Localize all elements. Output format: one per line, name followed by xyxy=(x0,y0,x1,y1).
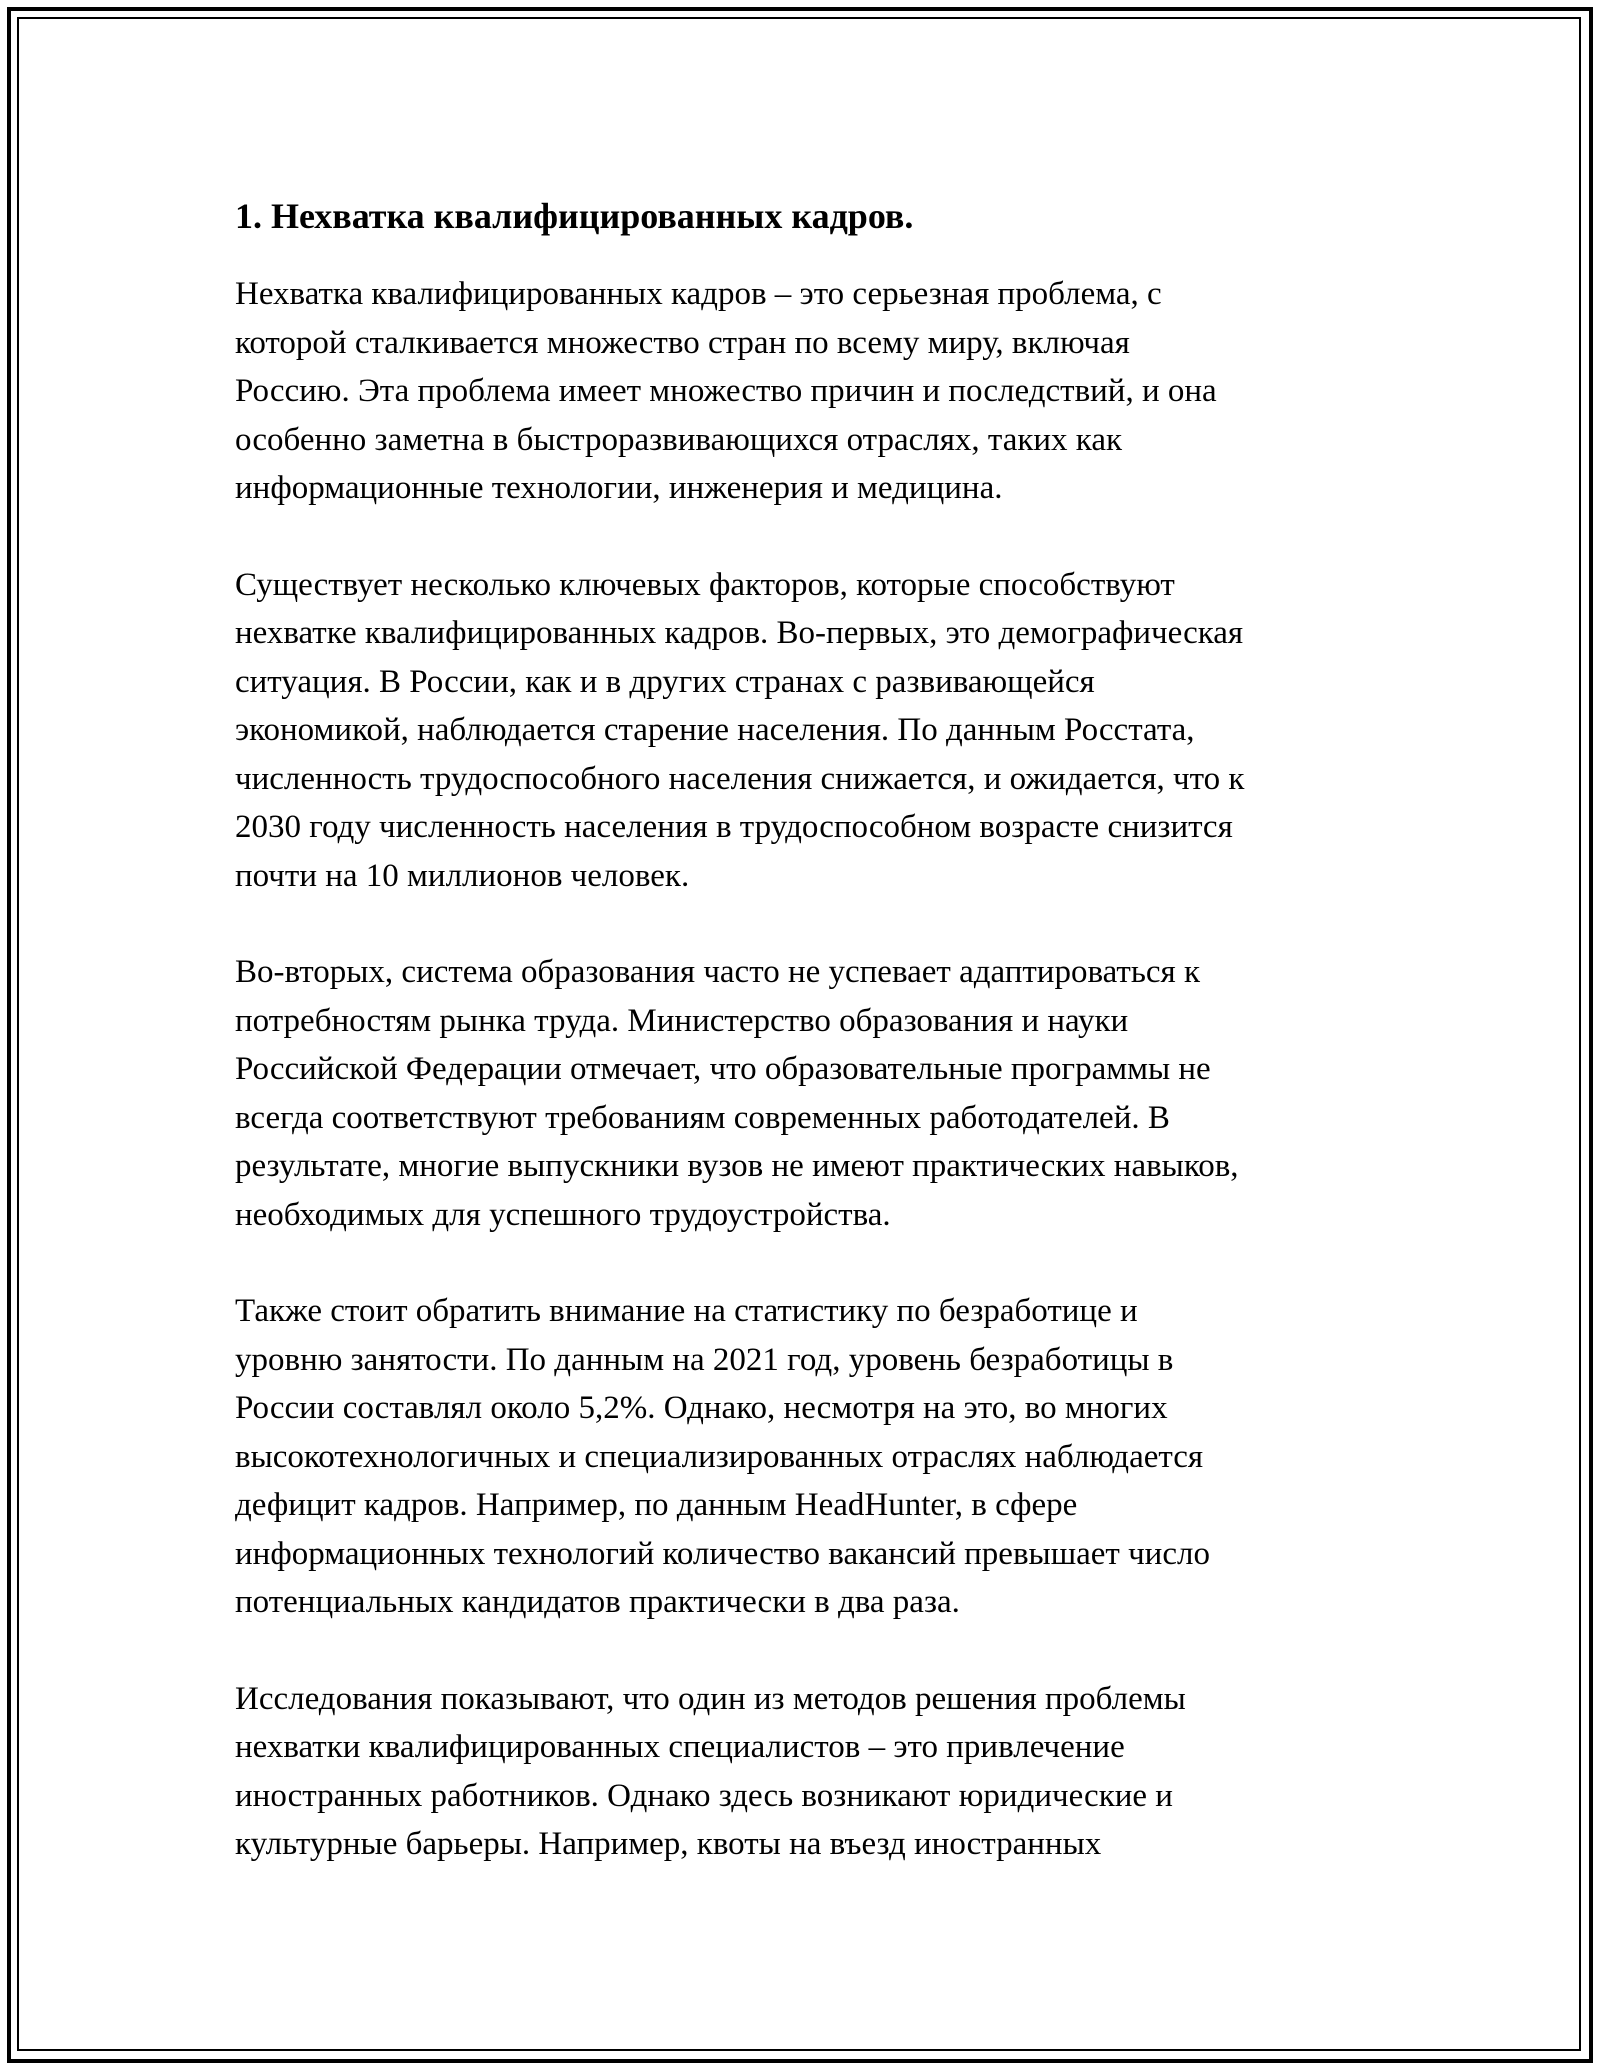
paragraph-1 xyxy=(235,270,1365,513)
text-line: нехватки квалифицированных специалистов – это привлечение xyxy=(235,1729,1125,1765)
text-line: Также стоит обратить внимание на статистику по безработице и xyxy=(235,1293,1138,1329)
text-line: численность трудоспособного населения снижается, и ожидается, что к xyxy=(235,760,1245,797)
paragraph-2 xyxy=(235,561,1365,901)
text-line: ситуация. В России, как и в других странах с развивающейся xyxy=(235,663,1095,700)
text-line: результате, многие выпускники вузов не имеют практических навыков, xyxy=(235,1148,1239,1184)
text-line: Российской Федерации отмечает, что образовательные программы не xyxy=(235,1051,1211,1087)
text-line: России составлял около 5,2%. Однако, несмотря на это, во многих xyxy=(235,1390,1168,1426)
text-line: особенно заметна в быстроразвивающихся отраслях, таких как xyxy=(235,421,1123,458)
paragraph-3 xyxy=(235,948,1365,1239)
text-line: иностранных работников. Однако здесь возникают юридические и xyxy=(235,1777,1173,1814)
section-heading: 1. Нехватка квалифицированных кадров. xyxy=(235,196,914,236)
text-line: необходимых для успешного трудоустройства. xyxy=(235,1196,891,1233)
text-line: высокотехнологичных и специализированных отраслях наблюдается xyxy=(235,1438,1204,1475)
text-line: информационных технологий количество вакансий превышает число xyxy=(235,1535,1210,1572)
document-body xyxy=(235,186,1365,1917)
text-line: Существует несколько ключевых факторов, которые способствуют xyxy=(235,566,1175,603)
text-line: которой сталкивается множество стран по всему миру, включая xyxy=(235,324,1130,361)
text-line: нехватке квалифицированных кадров. Во-первых, это демографическая xyxy=(235,615,1244,651)
paragraph-5 xyxy=(235,1675,1365,1869)
paragraph-4 xyxy=(235,1287,1365,1627)
text-line: Во-вторых, система образования часто не успевает адаптироваться к xyxy=(235,954,1200,990)
text-line: культурные барьеры. Например, квоты на въезд иностранных xyxy=(235,1826,1102,1862)
text-line: Исследования показывают, что один из методов решения проблемы xyxy=(235,1680,1186,1717)
text-line: всегда соответствуют требованиям современных работодателей. В xyxy=(235,1099,1170,1136)
text-line: дефицит кадров. Например, по данным HeadHunter, в сфере xyxy=(235,1487,1078,1523)
text-line: потребностям рынка труда. Министерство образования и науки xyxy=(235,1002,1129,1039)
text-line: Нехватка квалифицированных кадров – это серьезная проблема, с xyxy=(235,276,1162,312)
text-line: 2030 году численность населения в трудоспособном возрасте снизится xyxy=(235,809,1233,845)
text-line: информационные технологии, инженерия и медицина. xyxy=(235,470,1003,506)
text-line: уровню занятости. По данным на 2021 год, уровень безработицы в xyxy=(235,1341,1174,1378)
text-line: потенциальных кандидатов практически в два раза. xyxy=(235,1584,960,1620)
text-line: почти на 10 миллионов человек. xyxy=(235,857,690,894)
text-line: Россию. Эта проблема имеет множество причин и последствий, и она xyxy=(235,373,1217,409)
text-line: экономикой, наблюдается старение населения. По данным Росстата, xyxy=(235,712,1195,748)
